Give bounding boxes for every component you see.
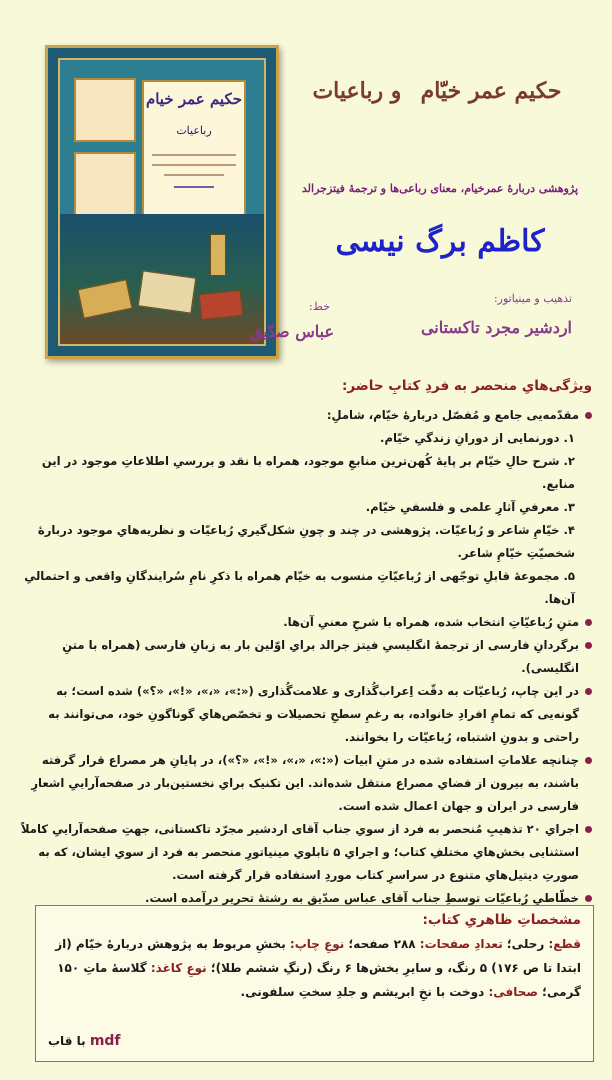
list-item: چنانچه علاماتِ استفاده شده در متنِ ابیات («:»، «،»، «!»، «؟»)، در پایانِ هر مصراع قرار گرفته باشند، به بیرون از فضایِ مصراع منتقل شده‌اند. این تکنیک برایِ نخستین‌بار در صفحه‌آراییِ اشعارِ فارسی در ایران و جهان اعمال شده است. (14, 749, 592, 818)
cover-side-panel (74, 78, 136, 142)
spec-pages-value: ۲۸۸ صفحه؛ (344, 937, 420, 951)
list-item: ۳. معرفیِ آثارِ علمی و فلسفیِ خیّام. (365, 500, 575, 514)
cover-hourglass-shape (210, 234, 226, 276)
list-item: ۴. خیّامِ شاعر و رُباعیّات. پژوهشی در چند و چونِ شکل‌گیریِ رُباعیّات و نظریه‌هایِ موجود دربارهٔ شخصیّتِ خیّامِ شاعر. (37, 523, 575, 560)
list-item: ۱. دورنمایی از دورانِ زندگیِ خیّام. (380, 431, 575, 445)
illumination-label: تذهیب و مینیاتور: (493, 292, 572, 305)
cover-text-line (174, 186, 214, 188)
calligraphy-name: عباس صدّیق (249, 322, 334, 341)
spec-paper-key: نوعِ کاغذ: (150, 961, 207, 975)
cover-text-line (152, 164, 236, 166)
book-cover-image (45, 45, 279, 359)
spec-binding-value: دوخت با نخِ ابریشم و جلدِ سختِ سلفونی. (240, 985, 489, 999)
list-item: اجرایِ ۲۰ تذهیبِ مُنحصر به فرد از سویِ جناب آقای اردشیر مجرّد تاکستانی، جهتِ صفحه‌آراییِ کاملاً استثنایی بخش‌هایِ مختلفِ کتاب؛ و اجرایِ ۵ تابلویِ مینیاتورِ منحصر به فرد از سویِ ایشان، که به صورتِ دیتیل‌هایِ متنوع در سراسرِ کتاب موردِ استفاده قرار گرفته است. (14, 818, 592, 887)
illumination-name: اردشیر مجرد تاکستانی (420, 318, 572, 337)
list-item: برگردانِ فارسی از ترجمهٔ انگلیسیِ فیتز جرالد برایِ اوّلین بار به زبانِ فارسی (همراه با متنِ انگلیسی). (14, 634, 592, 680)
cover-title: حکیم عمر خیام (145, 90, 243, 108)
list-item: ۲. شرح حالِ خیّام بر پایهٔ کُهن‌ترین منابعِ موجود، همراه با نقد و بررسیِ اطلاعاتِ موجود در این منابع. (41, 454, 575, 491)
cover-side-panel (74, 152, 136, 216)
spec-print-key: نوعِ چاپ: (289, 937, 345, 951)
spec-print-value: بخشِ مربوط به پژوهش دربارهٔ خیّام (از ابتدا تا ص ۱۷۶) ۵ رنگ، و سایرِ بخش‌ها ۶ رنگ (رنگِ ششم طلا)؛ (55, 937, 581, 975)
specs-heading: مشخصاتِ ظاهریِ کتاب: (422, 912, 581, 928)
book-title (290, 62, 590, 107)
cover-subtitle: رباعیات (176, 124, 212, 137)
list-item: ۵. مجموعهٔ قابلِ توجّهی از رُباعیّاتِ منسوب به خیّام همراه با ذکرِ نامِ سُرایندگانِ واقعی و احتمالیِ آن‌ها. (24, 569, 575, 606)
cover-book-shape (199, 290, 243, 320)
title-suffix: و رباعیات (312, 78, 402, 104)
cover-text-line (152, 154, 236, 156)
list-item: متنِ رُباعیّاتِ انتخاب شده، همراه با شرحِ معنیِ آن‌ها. (14, 611, 592, 634)
title-main: حکیم عمر خیّام (420, 78, 562, 104)
specs-box (35, 905, 594, 1062)
cover-title-panel (142, 80, 246, 232)
cover-book-shape (138, 270, 196, 313)
cover-frame (58, 58, 266, 346)
spec-format-value: رحلی؛ (502, 937, 549, 951)
spec-paper-value: گلاسهٔ ماتِ ۱۵۰ گرمی؛ (57, 961, 581, 999)
spec-binding-key: صحافی: (488, 985, 538, 999)
author-name: کاظم برگ نیسی (335, 224, 545, 259)
frame-note-prefix: با قاب (48, 1034, 86, 1048)
features-list (14, 404, 592, 910)
specs-text (48, 932, 581, 1004)
spec-pages-key: تعدادِ صفحات: (419, 937, 503, 951)
list-item: در این چاپ، رُباعیّات به دقّت اِعراب‌گُذاری و علامت‌گُذاری («:»، «،»، «!»، «؟») شده است؛ به گونه‌یی که تمامِ افرادِ خانواده، به رغمِ سطحِ تحصیلات و تخصّص‌هایِ گوناگونِ خود، می‌توانند به راحتی و بدونِ اشتباه، رُباعیّات را بخوانند. (14, 680, 592, 749)
frame-note (48, 1033, 121, 1049)
spec-format-key: قطع: (548, 937, 581, 951)
list-item: مقدّمه‌یی جامع و مُفصّل دربارهٔ خیّام، شاملِ: (14, 404, 592, 427)
list-item: خطّاطیِ رُباعیّات توسطِ جناب آقای عباس صدّیق به رشتهٔ تحریر درآمده است. (14, 887, 592, 910)
features-heading: ویژگی‌هایِ منحصر به فردِ کتابِ حاضر: (341, 378, 592, 394)
cover-miniature-scene (60, 214, 264, 344)
cover-book-shape (77, 279, 132, 319)
calligraphy-label: خط: (309, 300, 330, 313)
frame-note-brand: mdf (89, 1033, 121, 1049)
book-description: پژوهشی دربارهٔ عمرخیام، معنای رباعی‌ها و ترجمهٔ فیتزجرالد (301, 182, 579, 195)
cover-text-line (164, 174, 224, 176)
